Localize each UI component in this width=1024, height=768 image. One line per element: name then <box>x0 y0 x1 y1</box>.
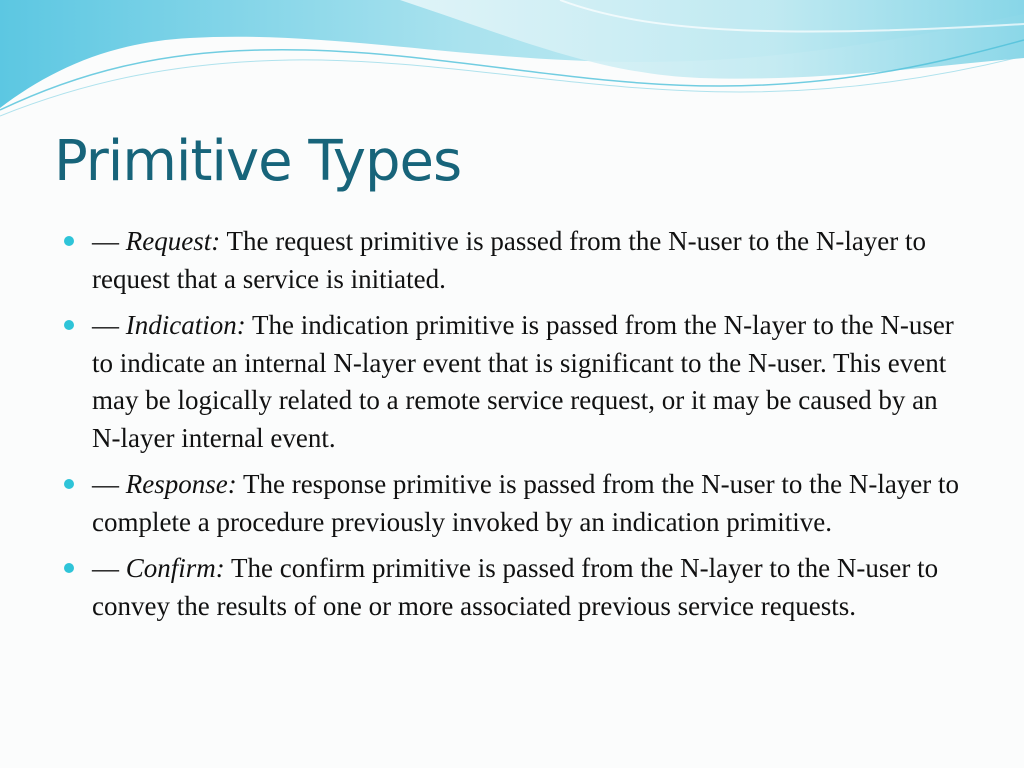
bullet-dash: — <box>92 310 119 340</box>
bullet-text: The response primitive is passed from the N-user to the N-layer to complete a procedure previously invoked by an indication primitive. <box>92 469 960 537</box>
bullet-dot-icon <box>64 479 74 489</box>
bullet-term: Indication: <box>125 310 246 340</box>
bullet-dash: — <box>92 553 119 583</box>
bullet-term: Request: <box>125 226 221 256</box>
bullet-dot-icon <box>64 563 74 573</box>
bullet-dash: — <box>92 226 119 256</box>
bullet-text: The confirm primitive is passed from the N-layer to the N-user to convey the results of one or more associated previous service requests. <box>92 553 939 621</box>
bullet-term: Response: <box>125 469 237 499</box>
slide-title: Primitive Types <box>54 129 462 194</box>
bullet-dash: — <box>92 469 119 499</box>
bullet-list <box>62 223 962 634</box>
bullet-text: The indication primitive is passed from the N-layer to the N-user to indicate an internal N-layer event that is significant to the N-user. This event may be logically related to a remote service request, or it may be caused by an N-layer internal event. <box>92 310 954 453</box>
bullet-dot-icon <box>64 236 74 246</box>
bullet-item-confirm <box>62 550 962 625</box>
bullet-item-indication <box>62 307 962 457</box>
bullet-term: Confirm: <box>125 553 225 583</box>
bullet-text: The request primitive is passed from the N-user to the N-layer to request that a service is initiated. <box>92 226 927 294</box>
bullet-item-request <box>62 223 962 298</box>
header-wave-decoration <box>0 0 1024 130</box>
bullet-item-response <box>62 466 962 541</box>
bullet-dot-icon <box>64 320 74 330</box>
